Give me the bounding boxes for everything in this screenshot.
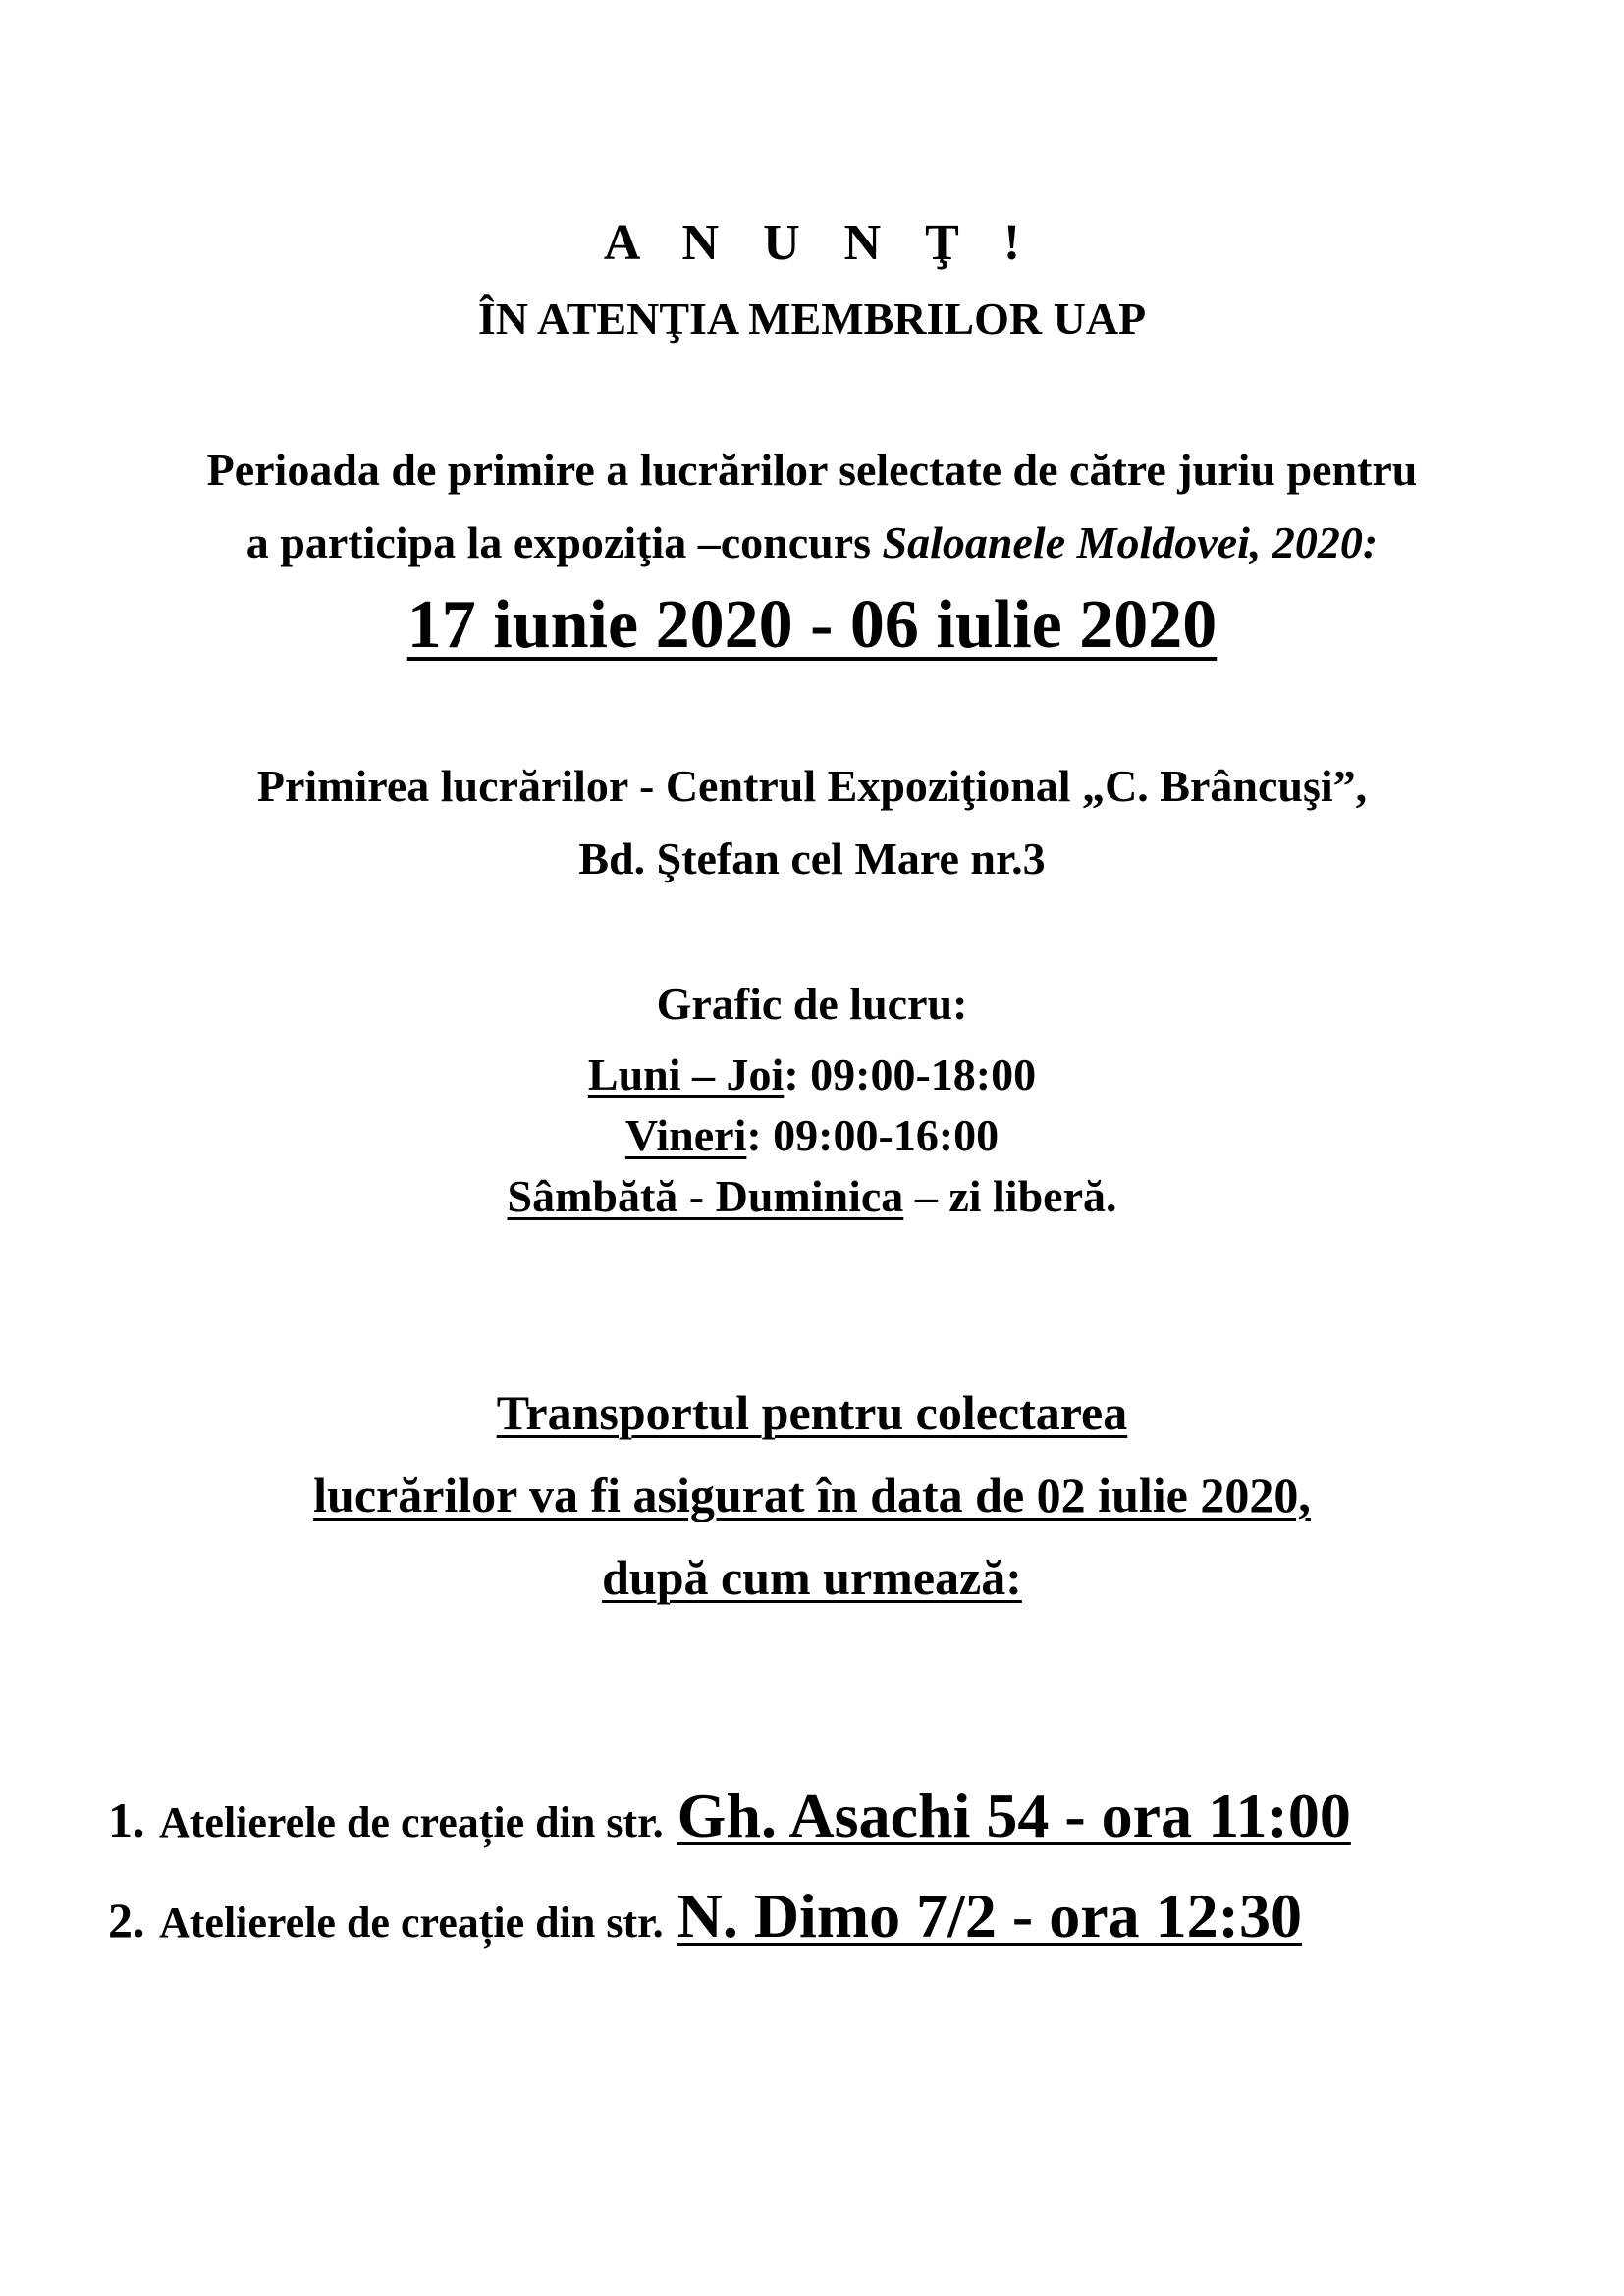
- list-number: 2.: [108, 1893, 145, 1948]
- transport-line-1: [0, 1385, 1624, 1440]
- list-number: 1.: [108, 1792, 145, 1847]
- announcement-title: A N U N Ţ !: [603, 215, 1037, 271]
- period-line-1: Perioada de primire a lucrărilor selectate de către juriu pentru: [206, 445, 1418, 495]
- location-list-item: [108, 1881, 1302, 1950]
- schedule-row: [0, 1110, 1624, 1160]
- period-dates-text: 17 iunie 2020 - 06 iulie 2020: [406, 587, 1218, 663]
- location-list-item: [108, 1781, 1351, 1850]
- period-dates: [0, 587, 1624, 663]
- location-place-time: N. Dimo 7/2 - ora 12:30: [677, 1881, 1302, 1950]
- schedule-title: Grafic de lucru:: [656, 979, 968, 1029]
- transport-line-1-text: Transportul pentru colectarea: [496, 1385, 1128, 1440]
- transport-line-3: [0, 1550, 1624, 1605]
- location-text: Atelierele de creație din str.: [159, 1898, 664, 1947]
- location-place-time: Gh. Asachi 54 - ora 11:00: [677, 1781, 1351, 1850]
- schedule-days: Luni – Joi: [587, 1049, 785, 1099]
- schedule-hours: : 09:00-16:00: [746, 1110, 1000, 1160]
- transport-line-2-text: lucrărilor va fi asigurat în data de 02 iulie 2020,: [313, 1468, 1311, 1522]
- reception-line-1: Primirea lucrărilor - Centrul Expoziţional „C. Brâncuşi”,: [256, 761, 1368, 811]
- period-line-2: [0, 517, 1624, 567]
- schedule-hours: : 09:00-18:00: [784, 1049, 1037, 1099]
- schedule-row: [0, 1049, 1624, 1099]
- transport-line-2: [0, 1470, 1624, 1520]
- schedule-row: [0, 1171, 1624, 1221]
- exhibition-name: Saloanele Moldovei, 2020:: [882, 517, 1379, 567]
- location-text: Atelierele de creație din str.: [159, 1798, 664, 1846]
- schedule-days: Vineri: [624, 1110, 747, 1160]
- schedule-hours: – zi liberă.: [903, 1171, 1117, 1221]
- transport-line-3-text: după cum urmează:: [602, 1550, 1022, 1605]
- announcement-subtitle: ÎN ATENŢIA MEMBRILOR UAP: [477, 294, 1147, 344]
- schedule-days: Sâmbătă - Duminica: [507, 1171, 904, 1221]
- reception-line-2: Bd. Ştefan cel Mare nr.3: [578, 833, 1046, 883]
- period-line-2-text: a participa la expoziţia –concurs: [245, 517, 883, 567]
